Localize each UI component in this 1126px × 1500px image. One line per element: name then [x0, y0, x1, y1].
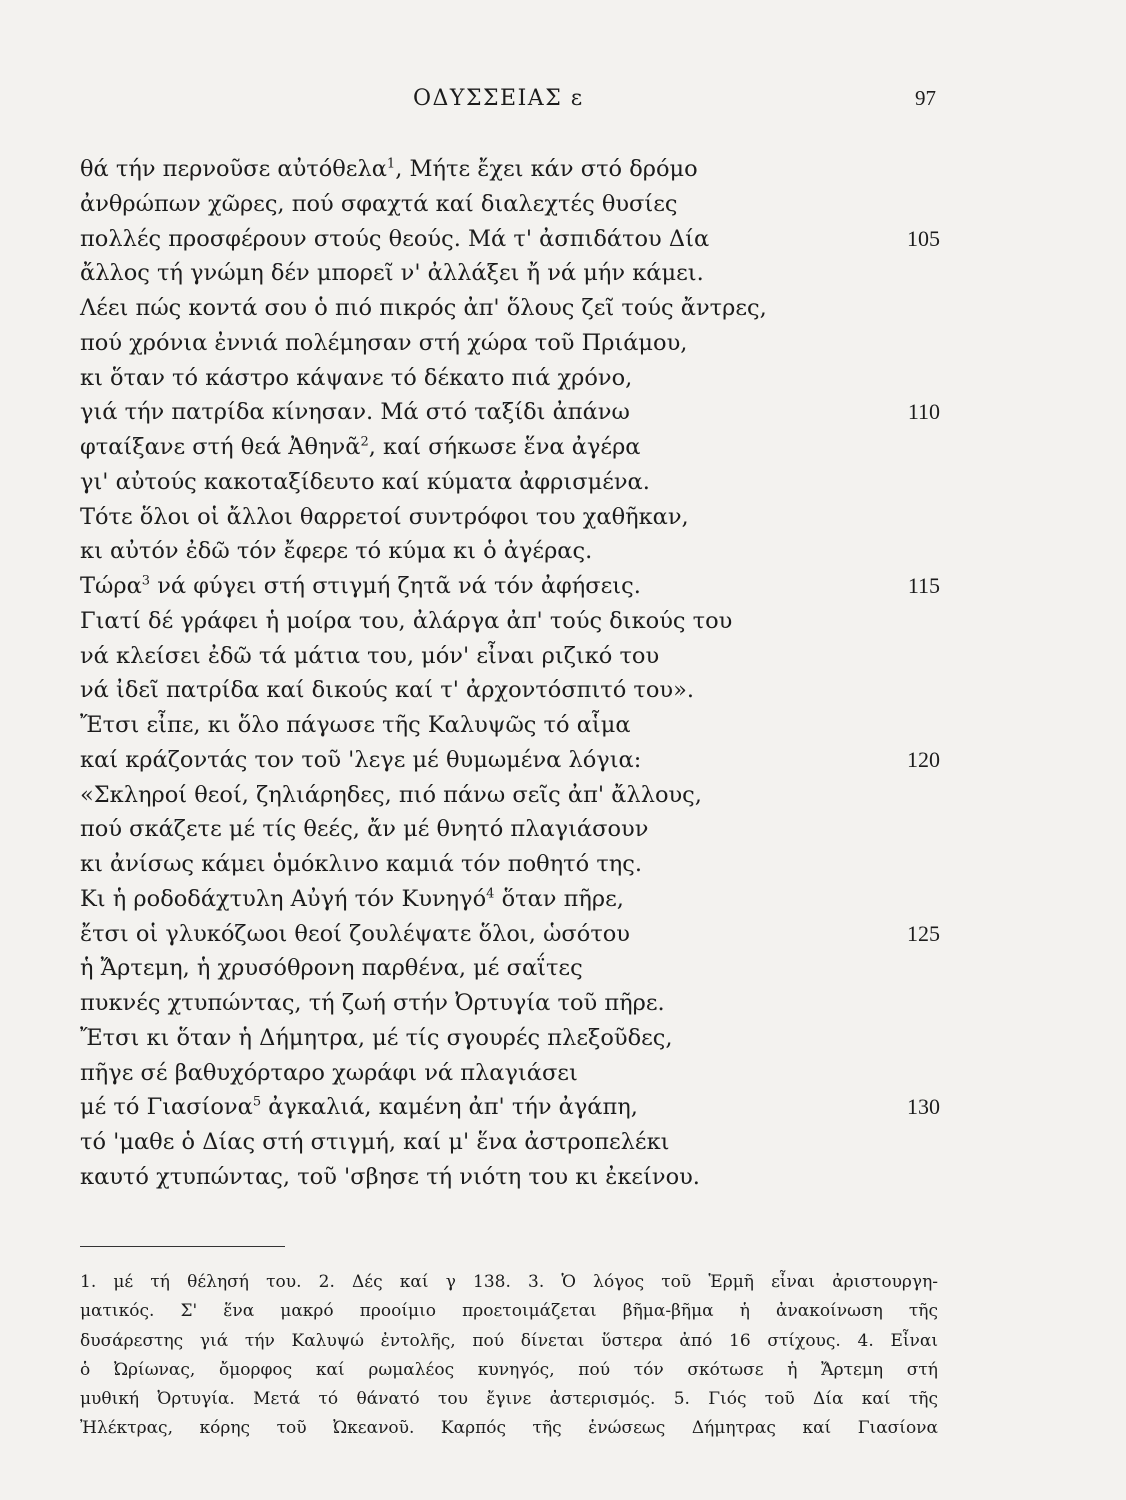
verse-line [80, 812, 940, 847]
verse-text [80, 604, 732, 639]
footnote-line: δυσάρεστης γιά τήν Καλυψώ ἐντολῆς, πού δίνεται ὕστερα ἀπό 16 στίχους. 4. Εἶναι [80, 1330, 938, 1351]
verse-line [80, 291, 940, 326]
footnote-rule [80, 1246, 285, 1247]
verse-text-main: Ἔτσι κι ὅταν ἡ Δήμητρα, μέ τίς σγουρές πλεξοῦδες, [80, 1024, 673, 1051]
verse-text-main: νά κλείσει ἐδῶ τά μάτια του, μόν' εἶναι ριζικό του [80, 642, 660, 669]
verse-text [80, 1056, 578, 1091]
verse-text [80, 812, 648, 847]
verse-line [80, 1160, 940, 1195]
verse-text-main: ἔτσι οἱ γλυκόζωοι θεοί ζουλέψατε ὅλοι, ὡσότου [80, 920, 630, 947]
verse-line [80, 882, 940, 917]
verse-text-main: γι' αὐτούς κακοταξίδευτο καί κύματα ἀφρισμένα. [80, 468, 650, 495]
verse-text [80, 361, 632, 396]
verse-text-main: πῆγε σέ βαθυχόρταρο χωράφι νά πλαγιάσει [80, 1059, 578, 1086]
verse-text-main: γιά τήν πατρίδα κίνησαν. Μά στό ταξίδι ἀπάνω [80, 399, 630, 426]
verse-text-continuation: , Μήτε ἔχει κάν στό δρόμο [395, 156, 698, 182]
page-number: 97 [915, 86, 936, 110]
verse-line [80, 326, 940, 361]
footnote-line: Ἠλέκτρας, κόρης τοῦ Ὠκεανοῦ. Καρπός τῆς ἑνώσεως Δήμητρας καί Γιασίονα [80, 1418, 938, 1439]
verse-line [80, 986, 940, 1021]
verse-text-main: φταίξανε στή θεά Ἀθηνᾶ [80, 434, 361, 460]
verse-text-main: πολλές προσφέρουν στούς θεούς. Μά τ' ἀσπιδάτου Δία [80, 225, 710, 252]
footnote-marker: 4 [486, 886, 495, 902]
verse-text [80, 152, 698, 187]
verse-text [80, 986, 665, 1021]
running-head: ΟΔΥΣΣΕΙΑΣ ε [413, 86, 584, 111]
verse-text [80, 395, 630, 430]
verse-text-main: «Σκληροί θεοί, ζηλιάρηδες, πιό πάνω σεῖς ἀπ' ἄλλους, [80, 781, 702, 808]
verse-line [80, 847, 940, 882]
verse-text-continuation: νά φύγει στή στιγμή ζητᾶ νά τόν ἀφήσεις. [150, 573, 641, 599]
verse-text-continuation: ἀγκαλιά, καμένη ἀπ' τήν ἀγάπη, [261, 1094, 638, 1121]
line-number: 110 [907, 399, 940, 425]
verse-text [80, 882, 624, 917]
verse-text [80, 743, 641, 778]
verse-text-main: ἄλλος τή γνώμη δέν μπορεῖ ν' ἀλλάξει ἤ νά μήν κάμει. [80, 260, 704, 287]
footnote-line: ματικός. Σ' ἕνα μακρό προοίμιο προετοιμάζεται βῆμα-βῆμα ἡ ἀνακοίνωση τῆς [80, 1301, 938, 1322]
verse-text [80, 187, 678, 222]
verse-line [80, 673, 940, 708]
verse-line [80, 395, 940, 430]
verse-text [80, 430, 641, 465]
verse-line [80, 222, 940, 257]
verse-text [80, 326, 687, 361]
verse-text-main: πού σκάζετε μέ τίς θεές, ἄν μέ θνητό πλαγιάσουν [80, 816, 649, 843]
verse-text [80, 1021, 673, 1056]
verse-text-main: ἡ Ἄρτεμη, ἡ χρυσόθρονη παρθένα, μέ σαΐτες [80, 955, 583, 982]
verse-line [80, 639, 940, 674]
verse-text-main: Ἔτσι εἶπε, κι ὅλο πάγωσε τῆς Καλυψῶς τό αἷμα [80, 712, 631, 738]
footnote-marker: 3 [141, 573, 151, 589]
line-number: 120 [907, 746, 940, 772]
verse-line [80, 465, 940, 500]
verse-text [80, 256, 704, 291]
verse-text-main: ἀνθρώπων χῶρες, πού σφαχτά καί διαλεχτές θυσίες [80, 190, 678, 217]
verse-text-main: κι ὅταν τό κάστρο κάψανε τό δέκατο πιά χρόνο, [80, 364, 633, 391]
verse-text [80, 1125, 669, 1160]
verse-text [80, 778, 702, 813]
verse-line [80, 1090, 940, 1125]
line-number: 105 [907, 225, 940, 251]
verse-line [80, 430, 940, 465]
footnote-marker: 5 [252, 1094, 262, 1110]
verse-text-main: Τώρα [80, 573, 142, 599]
verse-text-main: Κι ἡ ροδοδάχτυλη Αὐγή τόν Κυνηγό [80, 885, 487, 912]
verse-line [80, 743, 940, 778]
verse-line [80, 1125, 940, 1160]
footnotes [80, 1268, 938, 1444]
line-number: 125 [907, 920, 940, 946]
verse-text [80, 1090, 638, 1125]
verse-text-main: Γιατί δέ γράφει ἡ μοίρα του, ἀλάργα ἀπ' τούς δικούς του [80, 607, 733, 634]
verse-text-main: Τότε ὅλοι οἱ ἄλλοι θαρρετοί συντρόφοι του χαθῆκαν, [80, 503, 689, 530]
verse-text [80, 1160, 700, 1195]
verse-text [80, 639, 659, 674]
verse-text-main: κι ἀνίσως κάμει ὁμόκλινο καμιά τόν ποθητό της. [80, 851, 642, 877]
verse-line [80, 152, 940, 187]
footnote-line: 1. μέ τή θέλησή του. 2. Δές καί γ 138. 3. Ὁ λόγος τοῦ Ἑρμῆ εἶναι ἀριστουργη- [80, 1272, 938, 1292]
footnote-line: μυθική Ὀρτυγία. Μετά τό θάνατό του ἔγινε ἀστερισμός. 5. Γιός τοῦ Δία καί τῆς [80, 1389, 938, 1410]
verse-text [80, 500, 689, 535]
footnote-line: ὁ Ὠρίωνας, ὄμορφος καί ρωμαλέος κυνηγός, πού τόν σκότωσε ἡ Ἄρτεμη στή [80, 1359, 938, 1380]
verse-line [80, 256, 940, 291]
verse-text-main: μέ τό Γιασίονα [80, 1094, 253, 1121]
footnote-marker: 2 [360, 434, 369, 450]
verse-block [80, 152, 940, 1195]
verse-text [80, 673, 694, 708]
verse-line [80, 569, 940, 604]
verse-text [80, 847, 642, 882]
verse-line [80, 534, 940, 569]
verse-line [80, 708, 940, 743]
line-number: 115 [907, 573, 940, 598]
verse-line [80, 778, 940, 813]
verse-text [80, 465, 650, 500]
verse-line [80, 917, 940, 952]
verse-line [80, 361, 940, 396]
verse-line [80, 187, 940, 222]
verse-text [80, 534, 592, 569]
verse-text [80, 222, 709, 257]
verse-text-main: νά ἰδεῖ πατρίδα καί δικούς καί τ' ἀρχοντόσπιτό του». [80, 677, 695, 704]
verse-text-continuation: , καί σήκωσε ἕνα ἀγέρα [368, 434, 641, 460]
verse-text-main: τό 'μαθε ὁ Δίας στή στιγμή, καί μ' ἕνα ἀστροπελέκι [80, 1129, 670, 1155]
verse-text-main: Λέει πώς κοντά σου ὁ πιό πικρός ἀπ' ὅλους ζεῖ τούς ἄντρες, [80, 295, 767, 321]
verse-line [80, 1056, 940, 1091]
footnote-marker: 1 [386, 156, 396, 172]
verse-text [80, 917, 630, 952]
verse-text-main: καυτό χτυπώντας, τοῦ 'σβησε τή νιότη του κι ἐκείνου. [80, 1163, 700, 1190]
verse-text [80, 708, 631, 743]
verse-text-main: θά τήν περνοῦσε αὐτόθελα [80, 156, 387, 182]
verse-line [80, 604, 940, 639]
verse-text [80, 951, 583, 986]
verse-text-main: πυκνές χτυπώντας, τή ζωή στήν Ὀρτυγία τοῦ πῆρε. [80, 990, 665, 1016]
verse-line [80, 1021, 940, 1056]
verse-text [80, 569, 641, 604]
verse-text-main: καί κράζοντάς τον τοῦ 'λεγε μέ θυμωμένα λόγια: [80, 746, 642, 773]
verse-line [80, 500, 940, 535]
verse-text-continuation: ὅταν πῆρε, [494, 885, 624, 912]
line-number: 130 [907, 1094, 940, 1120]
verse-text [80, 291, 767, 326]
verse-text-main: πού χρόνια ἐννιά πολέμησαν στή χώρα τοῦ Πριάμου, [80, 329, 688, 356]
verse-line [80, 951, 940, 986]
verse-text-main: κι αὐτόν ἐδῶ τόν ἔφερε τό κύμα κι ὁ ἀγέρας. [80, 538, 593, 565]
